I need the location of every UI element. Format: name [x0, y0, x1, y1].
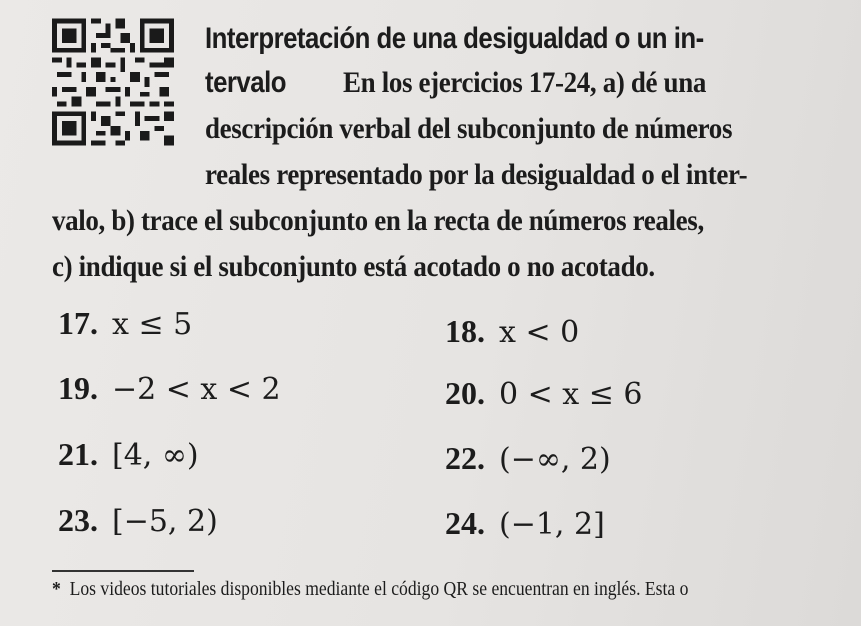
instruction-line-4: reales representado por la desigualdad o el inter-	[205, 158, 748, 191]
exercise-expression: [−5, 2)	[112, 504, 218, 539]
footnote-divider	[52, 570, 194, 572]
qr-code-icon[interactable]	[52, 18, 174, 146]
heading-line-1: Interpretación de una desigualdad o un in-	[205, 22, 704, 55]
footnote-marker: *	[52, 578, 61, 600]
exercise-number: 24.	[445, 505, 485, 541]
exercise-expression: x < 0	[499, 315, 580, 350]
exercise-24	[445, 505, 605, 542]
exercise-20	[445, 375, 643, 412]
footnote-text: Los videos tutoriales disponibles mediante el código QR se encuentran en inglés. Esta o	[69, 578, 689, 600]
exercise-number: 19.	[58, 370, 98, 406]
exercise-number: 23.	[58, 502, 98, 538]
heading-line-2	[205, 66, 706, 100]
exercise-expression: x ≤ 5	[112, 307, 193, 342]
exercise-19	[58, 370, 281, 407]
exercise-number: 21.	[58, 436, 98, 472]
exercise-23	[58, 502, 218, 539]
exercise-17	[58, 305, 192, 342]
exercise-number: 18.	[445, 313, 485, 349]
footnote	[52, 578, 688, 601]
exercise-number: 20.	[445, 375, 485, 411]
exercise-expression: [4, ∞)	[112, 438, 199, 473]
exercise-22	[445, 440, 611, 477]
instruction-line-5: valo, b) trace el subconjunto en la recta de números reales,	[52, 204, 704, 237]
instruction-line-6: c) indique si el subconjunto está acotado o no acotado.	[52, 250, 655, 283]
exercise-expression: 0 < x ≤ 6	[499, 377, 643, 412]
exercise-expression: −2 < x < 2	[112, 372, 281, 407]
exercise-21	[58, 436, 199, 473]
instruction-line-3: descripción verbal del subconjunto de números	[205, 112, 733, 145]
exercise-expression: (−∞, 2)	[499, 442, 611, 477]
exercise-expression: (−1, 2]	[499, 507, 605, 542]
exercise-number: 17.	[58, 305, 98, 341]
heading-word-tervalo: tervalo	[205, 66, 287, 99]
exercise-number: 22.	[445, 440, 485, 476]
heading-line-2-rest: En los ejercicios 17-24, a) dé una	[343, 66, 706, 99]
exercise-18	[445, 313, 579, 350]
